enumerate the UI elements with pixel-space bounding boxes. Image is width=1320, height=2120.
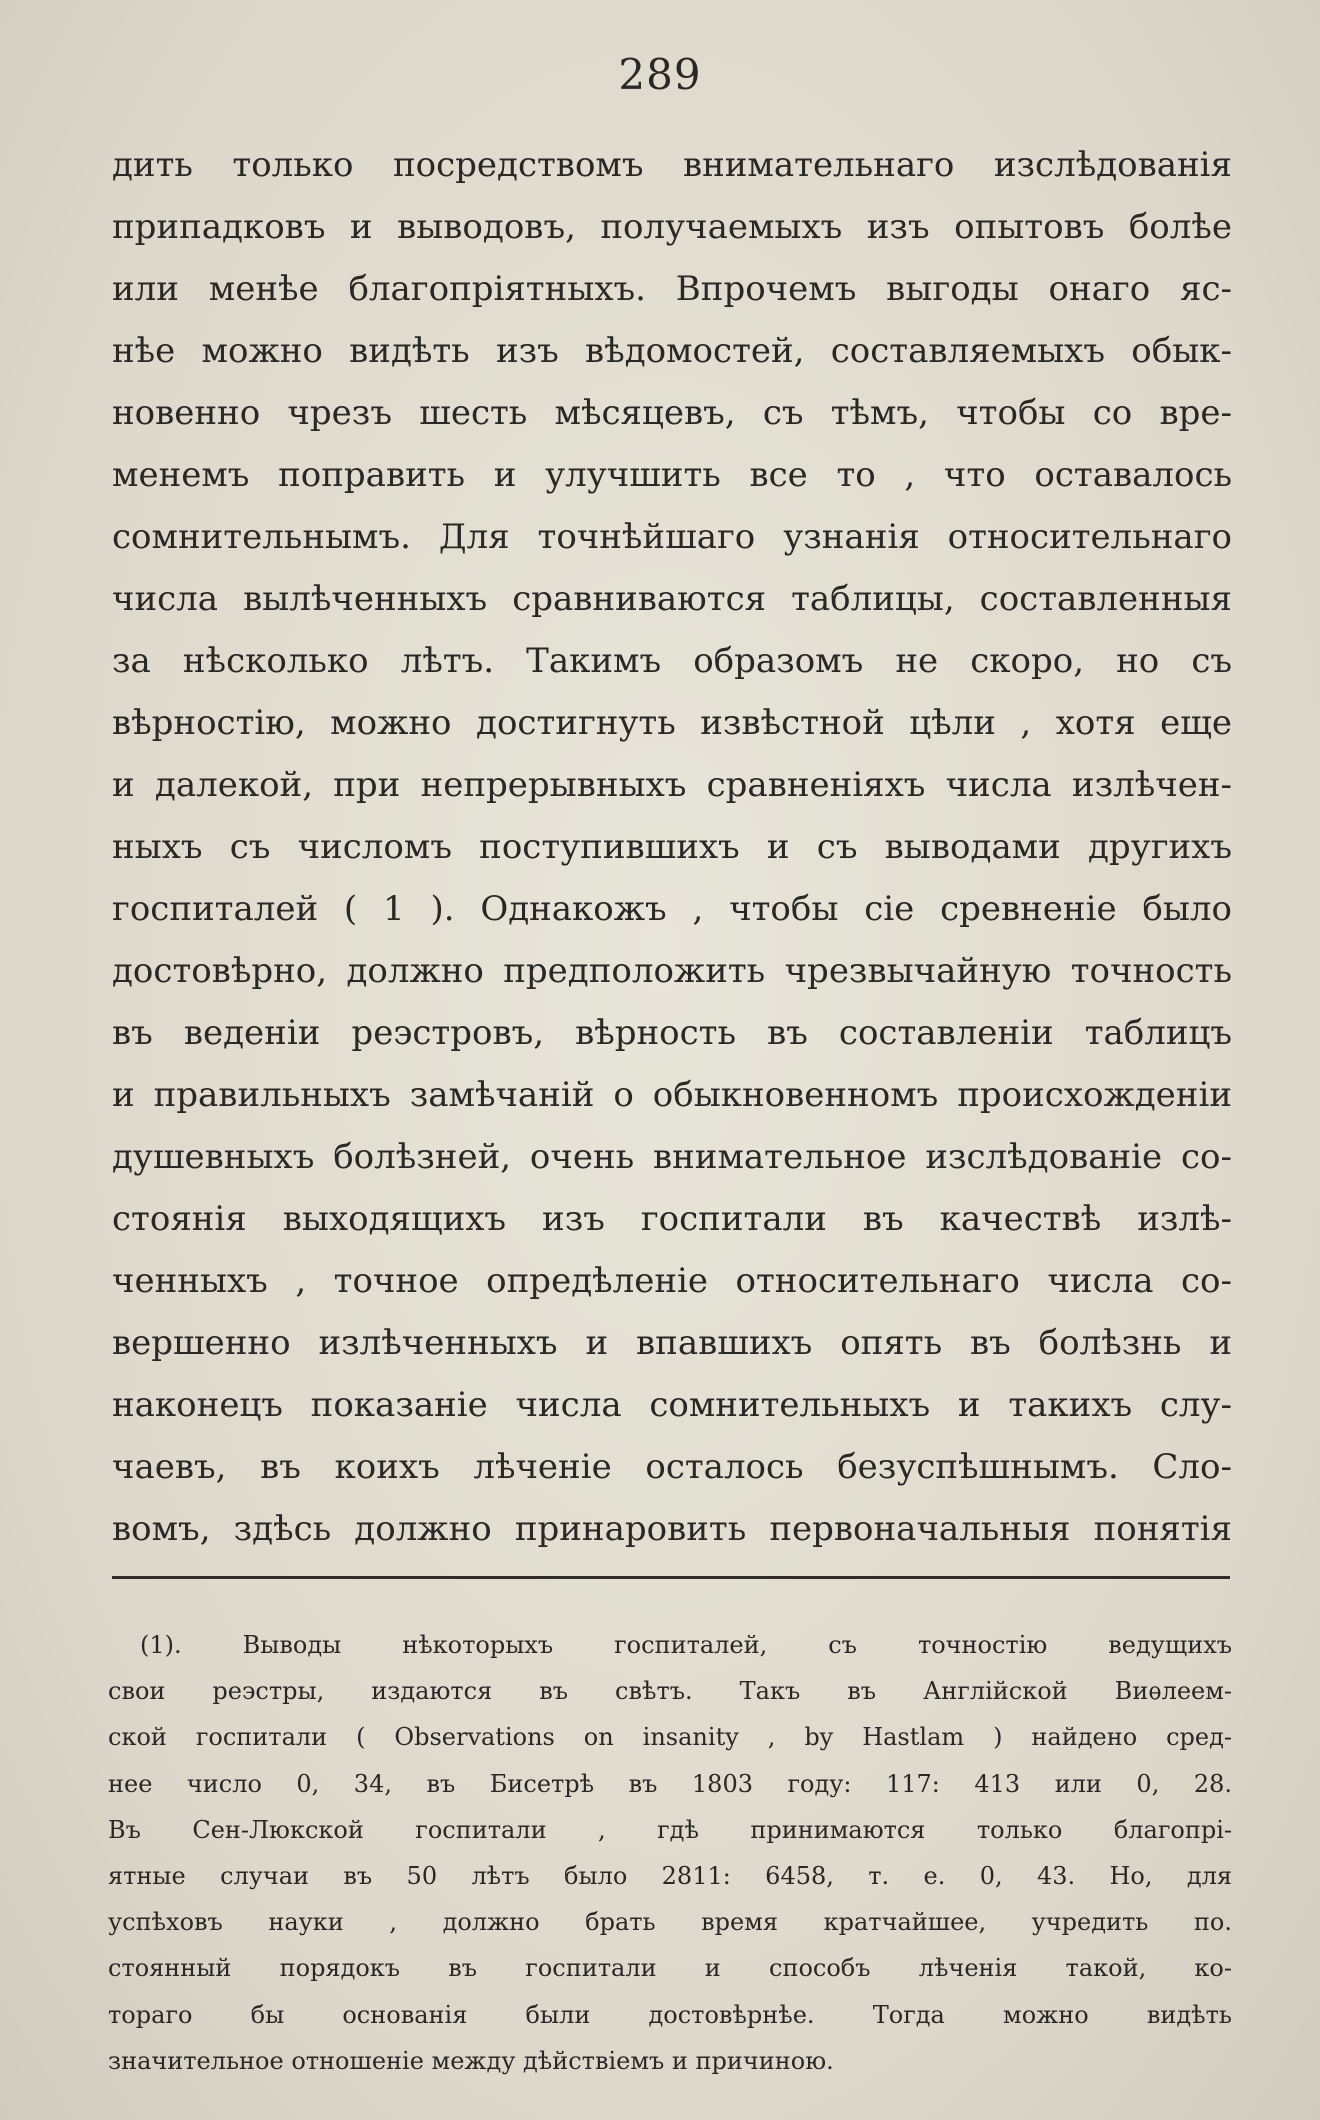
text-line: чаевъ, въ коихъ лѣченіе осталось безуспѣшнымъ. Сло-: [112, 1447, 1232, 1487]
footnote: [108, 1622, 1232, 2084]
text-line: вѣрностію, можно достигнуть извѣстной цѣли , хотя еще: [112, 703, 1232, 743]
text-line: стоянія выходящихъ изъ госпитали въ качествѣ излѣ-: [112, 1199, 1232, 1239]
footnote-line: стоянный порядокъ въ госпитали и способъ лѣченія такой, ко-: [108, 1954, 1232, 1983]
text-line: въ веденіи реэстровъ, вѣрность въ составленіи таблицъ: [112, 1013, 1232, 1053]
text-line: вершенно излѣченныхъ и впавшихъ опять въ болѣзнь и: [112, 1323, 1232, 1363]
footnote-line: нее число 0, 34, въ Бисетрѣ въ 1803 году: 117: 413 или 0, 28.: [108, 1769, 1232, 1798]
text-line: сомнительнымъ. Для точнѣйшаго узнанія относительнаго: [112, 517, 1232, 557]
text-line: душевныхъ болѣзней, очень внимательное изслѣдованіе со-: [112, 1137, 1232, 1177]
text-line: и правильныхъ замѣчаній о обыкновенномъ происхожденіи: [112, 1075, 1232, 1115]
footnote-line: успѣховъ науки , должно брать время кратчайшее, учредить по.: [108, 1908, 1232, 1937]
text-line: вомъ, здѣсь должно принаровить первоначальныя понятія: [112, 1509, 1232, 1549]
text-line: госпиталей ( 1 ). Однакожъ , чтобы сіе сревненіе было: [112, 889, 1232, 929]
text-line: дить только посредствомъ внимательнаго изслѣдованія: [112, 145, 1232, 185]
text-line: достовѣрно, должно предположить чрезвычайную точность: [112, 951, 1232, 991]
text-line: за нѣсколько лѣтъ. Такимъ образомъ не скоро, но съ: [112, 641, 1232, 681]
text-line: новенно чрезъ шесть мѣсяцевъ, съ тѣмъ, чтобы со вре-: [112, 393, 1232, 433]
text-line: припадковъ и выводовъ, получаемыхъ изъ опытовъ болѣе: [112, 207, 1232, 247]
text-line: нѣе можно видѣть изъ вѣдомостей, составляемыхъ обык-: [112, 331, 1232, 371]
text-line: наконецъ показаніе числа сомнительныхъ и такихъ слу-: [112, 1385, 1232, 1425]
text-line: менемъ поправить и улучшить все то , что оставалось: [112, 455, 1232, 495]
text-line: и далекой, при непрерывныхъ сравненіяхъ числа излѣчен-: [112, 765, 1232, 805]
page-number: 289: [618, 50, 702, 99]
footnote-line: Въ Сен-Люкской госпитали , гдѣ принимаются только благопрі-: [108, 1815, 1232, 1844]
footnote-divider: [112, 1576, 1230, 1579]
footnote-line: ской госпитали ( Observations on insanity , by Hastlam ) найдено сред-: [108, 1723, 1232, 1752]
text-line: ченныхъ , точное опредѣленіе относительнаго числа со-: [112, 1261, 1232, 1301]
text-line: ныхъ съ числомъ поступившихъ и съ выводами другихъ: [112, 827, 1232, 867]
footnote-line: (1). Выводы нѣкоторыхъ госпиталей, съ точностію ведущихъ: [140, 1631, 1232, 1659]
text-line: или менѣе благопріятныхъ. Впрочемъ выгоды онаго яс-: [112, 269, 1232, 309]
text-line: числа вылѣченныхъ сравниваются таблицы, составленныя: [112, 579, 1232, 619]
footnote-line: значительное отношеніе между дѣйствіемъ и причиною.: [108, 2046, 834, 2075]
footnote-line: ятные случаи въ 50 лѣтъ было 2811: 6458, т. е. 0, 43. Но, для: [108, 1861, 1232, 1890]
footnote-line: свои реэстры, издаются въ свѣтъ. Такъ въ Англійской Виѳлеем-: [108, 1677, 1232, 1706]
footnote-line: тораго бы основанія были достовѣрнѣе. Тогда можно видѣть: [108, 2000, 1232, 2029]
main-text: [112, 134, 1232, 1560]
